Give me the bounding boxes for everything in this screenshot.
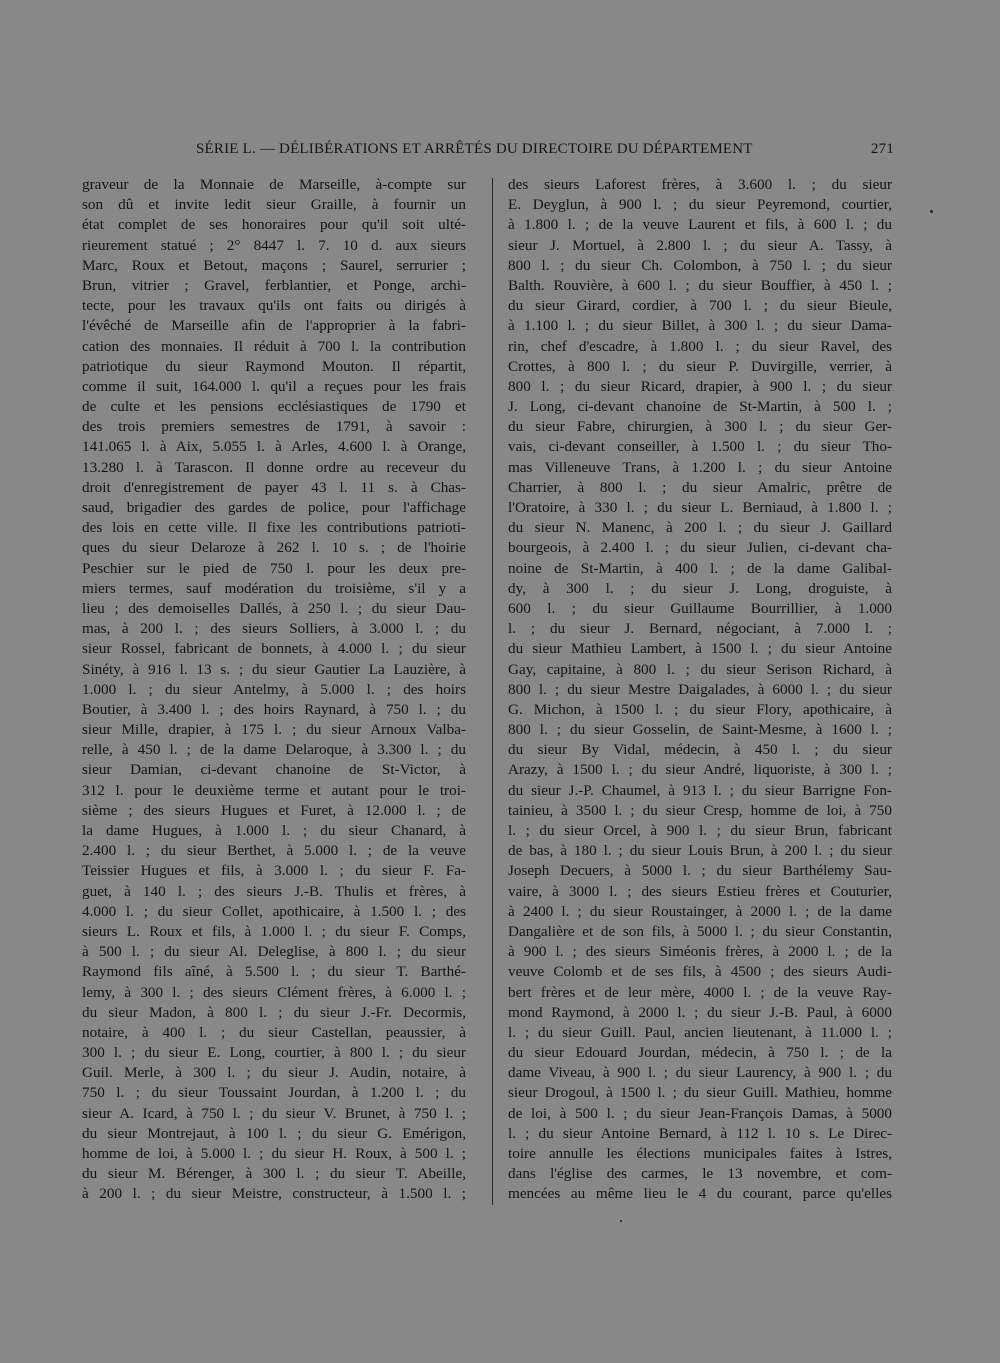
text-line: Crottes, à 800 l. ; du sieur P. Duvirgille, verrier, à [508,357,892,375]
text-line: Brun, vitrier ; Gravel, ferblantier, et Ponge, archi- [82,276,466,294]
text-line: J. Long, ci-devant chanoine de St-Martin, à 500 l. ; [508,398,892,416]
text-line: l. ; du sieur Guill. Paul, ancien lieutenant, à 11.000 l. ; [508,1023,892,1041]
text-line: des sieurs Laforest frères, à 3.600 l. ; du sieur [508,176,892,193]
text-line: des lois en cette ville. Il fixe les contributions patrioti- [82,519,466,537]
text-line: sieur J. Mortuel, à 2.800 l. ; du sieur A. Tassy, à [508,236,892,254]
running-header [196,141,896,165]
text-line: sieur A. Icard, à 750 l. ; du sieur V. Brunet, à 750 l. ; [82,1104,466,1122]
text-line: guet, à 140 l. ; des sieurs J.-B. Thulis et frères, à [82,882,466,900]
text-line: Teissier Hugues et fils, à 3.000 l. ; du sieur F. Fa- [82,862,466,880]
text-line: Guil. Merle, à 300 l. ; du sieur J. Audin, notaire, à [82,1064,466,1082]
right-text-column [508,175,892,1205]
text-line: vaire, à 3000 l. ; des sieurs Estieu frères et Couturier, [508,882,892,900]
text-line: du sieur Mathieu Lambert, à 1500 l. ; du sieur Antoine [508,640,892,658]
text-line: droit d'enregistrement de payer 43 l. 11 s. à Chas- [82,478,466,496]
text-line: dame Viveau, à 900 l. ; du sieur Laurency, à 900 l. ; du [508,1064,892,1082]
text-line: sieur Mille, drapier, à 175 l. ; du sieur Arnoux Valba- [82,721,466,739]
text-line: l'Oratoire, à 330 l. ; du sieur L. Berniaud, à 1.800 l. ; [508,499,892,516]
text-line: saud, brigadier des gardes de police, pour l'affichage [82,499,466,516]
text-line: sieur Damian, ci-devant chanoine de St-Victor, à [82,761,466,779]
scan-speck [930,210,933,213]
text-line: ques du sieur Delaroze à 262 l. 10 s. ; de l'hoirie [82,539,466,557]
text-line: Charrier, à 800 l. ; du sieur Amalric, prêtre de [508,478,892,496]
text-line: sieur Rossel, fabricant de bonnets, à 4.000 l. ; du sieur [82,640,466,658]
text-line: 300 l. ; du sieur E. Long, courtier, à 800 l. ; du sieur [82,1044,466,1062]
text-line: des trois premiers semestres de 1791, à savoir : [82,418,466,436]
text-line: rieurement statué ; 2° 8447 l. 7. 10 d. aux sieurs [82,236,466,254]
text-line: notaire, à 400 l. ; du sieur Castellan, peaussier, à [82,1023,466,1041]
text-line: du sieur Edouard Jourdan, médecin, à 750 l. ; de la [508,1044,892,1062]
text-line: mencées au même lieu le 4 du courant, parce qu'elles [508,1185,892,1203]
text-line: du sieur Madon, à 800 l. ; du sieur J.-Fr. Decormis, [82,1003,466,1021]
text-line: comme il suit, 164.000 l. qu'il a reçues pour les frais [82,377,466,395]
text-line: 1.000 l. ; du sieur Antelmy, à 5.000 l. ; des hoirs [82,680,466,698]
text-line: du sieur M. Bérenger, à 300 l. ; du sieur T. Abeille, [82,1165,466,1183]
text-line: 4.000 l. ; du sieur Collet, apothicaire, à 1.500 l. ; des [82,902,466,920]
text-line: Raymond fils aîné, à 5.500 l. ; du sieur T. Barthé- [82,963,466,981]
text-line: du sieur Girard, cordier, à 700 l. ; du sieur Bieule, [508,297,892,315]
text-line: Arazy, à 1500 l. ; du sieur André, liquoriste, à 300 l. ; [508,761,892,779]
text-line: noine de St-Martin, à 400 l. ; de la dame Galibal- [508,559,892,577]
text-line: miers termes, sauf modération du troisième, s'il y a [82,579,466,597]
text-line: tainieu, à 3500 l. ; du sieur Cresp, homme de loi, à 750 [508,801,892,819]
text-line: bert frères et de leur mère, 4000 l. ; de la veuve Ray- [508,983,892,1001]
text-line: Peschier sur le pied de 750 l. pour les deux pre- [82,559,466,577]
text-line: à 2400 l. ; du sieur Roustainger, à 2000 l. ; de la dame [508,902,892,920]
text-line: l. ; du sieur Orcel, à 900 l. ; du sieur Brun, fabricant [508,822,892,839]
text-line: Gay, capitaine, à 800 l. ; du sieur Serison Richard, à [508,660,892,678]
text-line: mond Raymond, à 2000 l. ; du sieur J.-B. Paul, à 6000 [508,1003,892,1021]
text-line: vais, ci-devant conseiller, à 1.500 l. ; du sieur Tho- [508,438,892,456]
text-line: à 900 l. ; des sieurs Siméonis frères, à 2000 l. ; de la [508,943,892,961]
text-line: du sieur By Vidal, médecin, à 450 l. ; du sieur [508,741,892,759]
scan-speck [620,1220,622,1222]
text-line: de loi, à 500 l. ; du sieur Jean-François Damas, à 5000 [508,1104,892,1122]
text-line: E. Deyglun, à 900 l. ; du sieur Peyremond, courtier, [508,196,892,214]
text-line: sieurs L. Roux et fils, à 1.000 l. ; du sieur F. Comps, [82,922,466,940]
text-line: du sieur Fabre, chirurgien, à 300 l. ; du sieur Ger- [508,418,892,436]
text-line: sieur Drogoul, à 1500 l. ; du sieur Guill. Mathieu, homme [508,1084,892,1102]
text-line: état complet de ses honoraires pour qu'il soit ulté- [82,216,466,234]
text-line: Joseph Decuers, à 5000 l. ; du sieur Barthélemy Sau- [508,862,892,880]
text-line: lemy, à 300 l. ; des sieurs Clément frères, à 6.000 l. ; [82,983,466,1001]
text-line: Boutier, à 3.400 l. ; des hoirs Raynard, à 750 l. ; du [82,700,466,718]
text-line: 312 l. pour le deuxième terme et autant pour le troi- [82,781,466,799]
text-line: 750 l. ; du sieur Toussaint Jourdan, à 1.200 l. ; du [82,1084,466,1102]
text-line: à 500 l. ; du sieur Al. Deleglise, à 800 l. ; du sieur [82,943,466,961]
text-line: Balth. Rouvière, à 600 l. ; du sieur Bouffier, à 450 l. ; [508,276,892,294]
text-line: Sinéty, à 916 l. 13 s. ; du sieur Gautier La Lauzière, à [82,660,466,678]
running-title: SÉRIE L. — DÉLIBÉRATIONS ET ARRÊTÉS DU DIRECTOIRE DU DÉPARTEMENT [196,141,753,157]
text-line: 800 l. ; du sieur Gosselin, de Saint-Mesme, à 1600 l. ; [508,721,892,739]
text-line: 600 l. ; du sieur Guillaume Bourrillier, à 1.000 [508,599,892,617]
text-line: à 200 l. ; du sieur Meistre, constructeur, à 1.500 l. ; [82,1185,466,1203]
text-line: dans l'église des carmes, le 13 novembre, et com- [508,1165,892,1183]
column-divider [492,178,493,1205]
text-line: mas, à 200 l. ; des sieurs Solliers, à 3.000 l. ; du [82,620,466,638]
text-line: relle, à 450 l. ; de la dame Delaroque, à 3.300 l. ; du [82,741,466,759]
text-line: 800 l. ; du sieur Ricard, drapier, à 900 l. ; du sieur [508,377,892,395]
text-line: du sieur N. Manenc, à 200 l. ; du sieur J. Gaillard [508,519,892,537]
left-text-column [82,175,466,1205]
text-line: de bas, à 180 l. ; du sieur Louis Brun, à 200 l. ; du sieur [508,842,892,860]
text-line: à 1.800 l. ; de la veuve Laurent et fils, à 600 l. ; du [508,216,892,234]
page-number: 271 [870,141,894,157]
text-line: lieu ; des demoiselles Dallés, à 250 l. ; du sieur Dau- [82,599,466,617]
text-line: G. Michon, à 1500 l. ; du sieur Flory, apothicaire, à [508,700,892,718]
text-line: son dû et invite ledit sieur Graille, à fournir un [82,196,466,214]
text-line: l'évêché de Marseille afin de l'approprier à la fabri- [82,317,466,335]
text-line: Dangalière et de son fils, à 5000 l. ; du sieur Constantin, [508,922,892,940]
text-line: homme de loi, à 5.000 l. ; du sieur H. Roux, à 500 l. ; [82,1145,466,1162]
text-line: bourgeois, à 2.400 l. ; du sieur Julien, ci-devant cha- [508,539,892,557]
text-line: dy, à 300 l. ; du sieur J. Long, droguiste, à [508,579,892,597]
text-line: mas Villeneuve Trans, à 1.200 l. ; du sieur Antoine [508,458,892,476]
text-line: 800 l. ; du sieur Ch. Colombon, à 750 l. ; du sieur [508,256,892,274]
text-line: Marc, Roux et Betout, maçons ; Saurel, serrurier ; [82,256,466,274]
text-line: 2.400 l. ; du sieur Berthet, à 5.000 l. ; de la veuve [82,842,466,860]
text-line: la dame Hugues, à 1.000 l. ; du sieur Chanard, à [82,822,466,839]
text-line: à 1.100 l. ; du sieur Billet, à 300 l. ; du sieur Dama- [508,317,892,335]
text-line: rin, chef d'escadre, à 1.800 l. ; du sieur Ravel, des [508,337,892,355]
text-line: cation des monnaies. Il réduit à 700 l. la contribution [82,337,466,355]
text-line: patriotique du sieur Raymond Mouton. Il répartit, [82,357,466,375]
text-line: 800 l. ; du sieur Mestre Daigalades, à 6000 l. ; du sieur [508,680,892,698]
text-line: du sieur Montrejaut, à 100 l. ; du sieur G. Emérigon, [82,1124,466,1142]
text-line: l. ; du sieur J. Bernard, négociant, à 7.000 l. ; [508,620,892,638]
text-line: du sieur J.-P. Chaumel, à 913 l. ; du sieur Barrigne Fon- [508,781,892,799]
text-line: 13.280 l. à Tarascon. Il donne ordre au receveur du [82,458,466,476]
text-line: toire annulle les élections municipales faites à Istres, [508,1145,892,1162]
text-line: graveur de la Monnaie de Marseille, à-compte sur [82,176,466,193]
text-line: sième ; des sieurs Hugues et Furet, à 12.000 l. ; de [82,801,466,819]
text-line: tecte, pour les travaux qu'ils ont faits ou dirigés à [82,297,466,315]
text-line: de culte et les pensions ecclésiastiques de 1790 et [82,398,466,416]
text-line: 141.065 l. à Aix, 5.055 l. à Arles, 4.600 l. à Orange, [82,438,466,456]
text-line: l. ; du sieur Antoine Bernard, à 112 l. 10 s. Le Direc- [508,1124,892,1142]
text-line: veuve Colomb et de ses fils, à 4500 ; des sieurs Audi- [508,963,892,981]
